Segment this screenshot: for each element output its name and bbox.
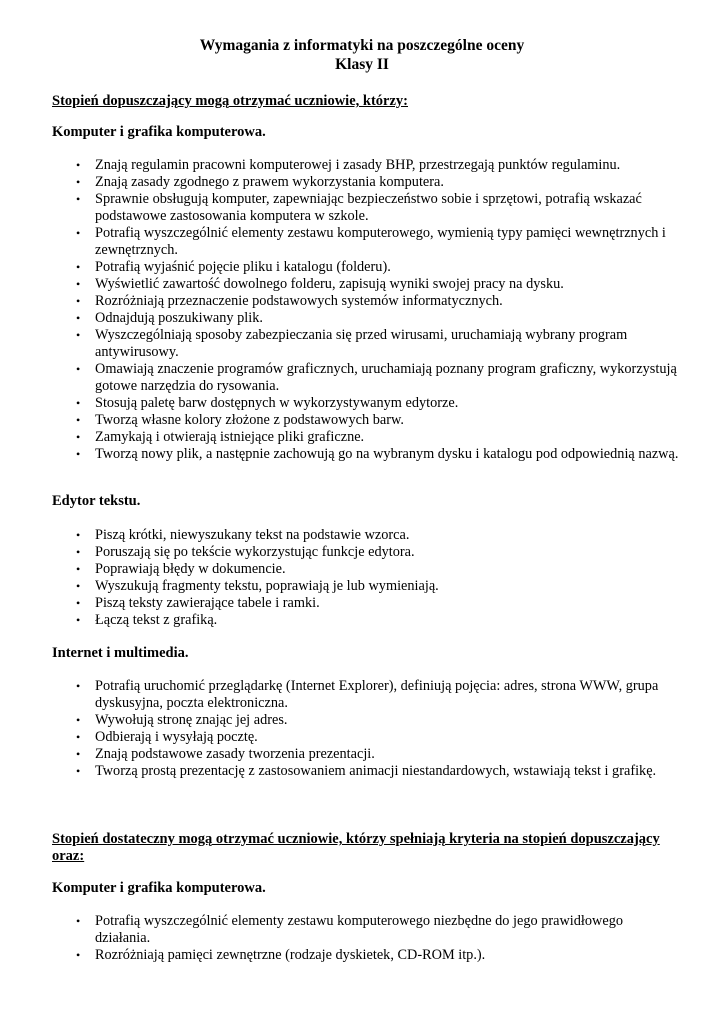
list-item — [0, 527, 680, 544]
list-item — [0, 729, 680, 746]
bullet-icon: • — [76, 914, 81, 928]
list-item-text: Wyszczególniają sposoby zabezpieczania się przed wirusami, uruchamiają wybrany program antywirusowy. — [95, 327, 628, 360]
list-item-text: Stosują paletę barw dostępnych w wykorzystywanym edytorze. — [95, 395, 459, 411]
bullet-icon: • — [76, 528, 81, 542]
document-subtitle: Klasy II — [335, 56, 389, 73]
bullet-icon: • — [76, 294, 81, 308]
bullet-icon: • — [76, 747, 81, 761]
list-item-text: Tworzą własne kolory złożone z podstawowych barw. — [95, 412, 404, 428]
bullet-icon: • — [76, 192, 81, 206]
list-item — [0, 327, 680, 361]
bullet-icon: • — [76, 311, 81, 325]
bullet-icon: • — [76, 613, 81, 627]
bullet-icon: • — [76, 175, 81, 189]
list-item-text: Odnajdują poszukiwany plik. — [95, 310, 263, 326]
bullet-icon: • — [76, 413, 81, 427]
list-item — [0, 746, 680, 763]
list-item — [0, 947, 680, 964]
list-item — [0, 293, 680, 310]
list-item-text: Poprawiają błędy w dokumencie. — [95, 561, 286, 577]
list-item-text: Potrafią uruchomić przeglądarkę (Internet Explorer), definiują pojęcia: adres, strona WWW, grupa dyskusyjna, poczta elektroniczna. — [95, 678, 659, 711]
list-item — [0, 712, 680, 729]
list-item-text: Poruszają się po tekście wykorzystując funkcje edytora. — [95, 544, 415, 560]
bullet-icon: • — [76, 679, 81, 693]
bullet-icon: • — [76, 430, 81, 444]
bullet-icon: • — [76, 730, 81, 744]
bullet-icon: • — [76, 579, 81, 593]
bullet-list-internet — [0, 678, 680, 780]
list-item — [0, 429, 680, 446]
bullet-icon: • — [76, 158, 81, 172]
list-item-text: Tworzą nowy plik, a następnie zachowują go na wybranym dysku i katalogu pod odpowiednią nazwą. — [95, 446, 679, 462]
list-item — [0, 612, 680, 629]
list-item-text: Wywołują stronę znając jej adres. — [95, 712, 288, 728]
bullet-icon: • — [76, 948, 81, 962]
list-item-text: Potrafią wyszczególnić elementy zestawu komputerowego niezbędne do jego prawidłowego działania. — [95, 913, 624, 946]
bullet-icon: • — [76, 396, 81, 410]
bullet-icon: • — [76, 596, 81, 610]
bullet-icon: • — [76, 447, 81, 461]
list-item-text: Tworzą prostą prezentację z zastosowaniem animacji niestandardowych, wstawiają tekst i grafikę. — [95, 763, 657, 779]
bullet-icon: • — [76, 260, 81, 274]
list-item-text: Sprawnie obsługują komputer, zapewniając bezpieczeństwo sobie i sprzętowi, potrafią wskazać podstawowe zastosowania komputera w szkole. — [95, 191, 642, 224]
list-item-text: Znają podstawowe zasady tworzenia prezentacji. — [95, 746, 375, 762]
list-item — [0, 561, 680, 578]
list-item-text: Piszą teksty zawierające tabele i ramki. — [95, 595, 320, 611]
list-item-text: Łączą tekst z grafiką. — [95, 612, 218, 628]
bullet-icon: • — [76, 277, 81, 291]
list-item-text: Znają regulamin pracowni komputerowej i zasady BHP, przestrzegają punktów regulaminu. — [95, 157, 621, 173]
bullet-icon: • — [76, 545, 81, 559]
list-item — [0, 276, 680, 293]
section-heading-computer-2: Komputer i grafika komputerowa. — [52, 880, 266, 896]
bullet-icon: • — [76, 362, 81, 376]
list-item-text: Odbierają i wysyłają pocztę. — [95, 729, 258, 745]
bullet-list-computer-2 — [0, 913, 680, 964]
bullet-icon: • — [76, 328, 81, 342]
list-item-text: Zamykają i otwierają istniejące pliki graficzne. — [95, 429, 365, 445]
grade-heading-dostateczny: Stopień dostateczny mogą otrzymać uczniowie, którzy spełniają kryteria na stopień dopuszczający oraz: — [52, 831, 660, 864]
section-heading-computer: Komputer i grafika komputerowa. — [52, 124, 266, 140]
list-item-text: Potrafią wyszczególnić elementy zestawu komputerowego, wymienią typy pamięci wewnętrznych i zewnętrznych. — [95, 225, 666, 258]
list-item-text: Rozróżniają pamięci zewnętrzne (rodzaje dyskietek, CD-ROM itp.). — [95, 947, 486, 963]
list-item-text: Wyświetlić zawartość dowolnego folderu, zapisują wyniki swojej pracy na dysku. — [95, 276, 564, 292]
bullet-icon: • — [76, 713, 81, 727]
list-item — [0, 259, 680, 276]
bullet-icon: • — [76, 562, 81, 576]
list-item — [0, 578, 680, 595]
list-item-text: Omawiają znaczenie programów graficznych, uruchamiają poznany program graficzny, wykorzystują gotowe narzędzia do rysowania. — [95, 361, 677, 394]
list-item — [0, 412, 680, 429]
list-item — [0, 191, 680, 225]
bullet-icon: • — [76, 226, 81, 240]
list-item — [0, 446, 680, 463]
bullet-icon: • — [76, 764, 81, 778]
section-heading-internet: Internet i multimedia. — [52, 645, 189, 661]
list-item-text: Wyszukują fragmenty tekstu, poprawiają je lub wymieniają. — [95, 578, 439, 594]
list-item — [0, 544, 680, 561]
bullet-list-editor — [0, 527, 680, 629]
list-item-text: Rozróżniają przeznaczenie podstawowych systemów informatycznych. — [95, 293, 503, 309]
list-item-text: Potrafią wyjaśnić pojęcie pliku i katalogu (folderu). — [95, 259, 391, 275]
list-item — [0, 310, 680, 327]
bullet-list-computer — [0, 157, 680, 463]
list-item — [0, 763, 680, 780]
list-item — [0, 395, 680, 412]
document-title: Wymagania z informatyki na poszczególne oceny — [199, 37, 525, 54]
list-item — [0, 913, 680, 947]
list-item-text: Znają zasady zgodnego z prawem wykorzystania komputera. — [95, 174, 444, 190]
list-item — [0, 174, 680, 191]
list-item — [0, 595, 680, 612]
list-item — [0, 678, 680, 712]
list-item-text: Piszą krótki, niewyszukany tekst na podstawie wzorca. — [95, 527, 410, 543]
list-item — [0, 361, 680, 395]
list-item — [0, 225, 680, 259]
grade-heading-dopuszczajacy: Stopień dopuszczający mogą otrzymać uczniowie, którzy: — [52, 93, 408, 109]
section-heading-editor: Edytor tekstu. — [52, 493, 141, 509]
list-item — [0, 157, 680, 174]
